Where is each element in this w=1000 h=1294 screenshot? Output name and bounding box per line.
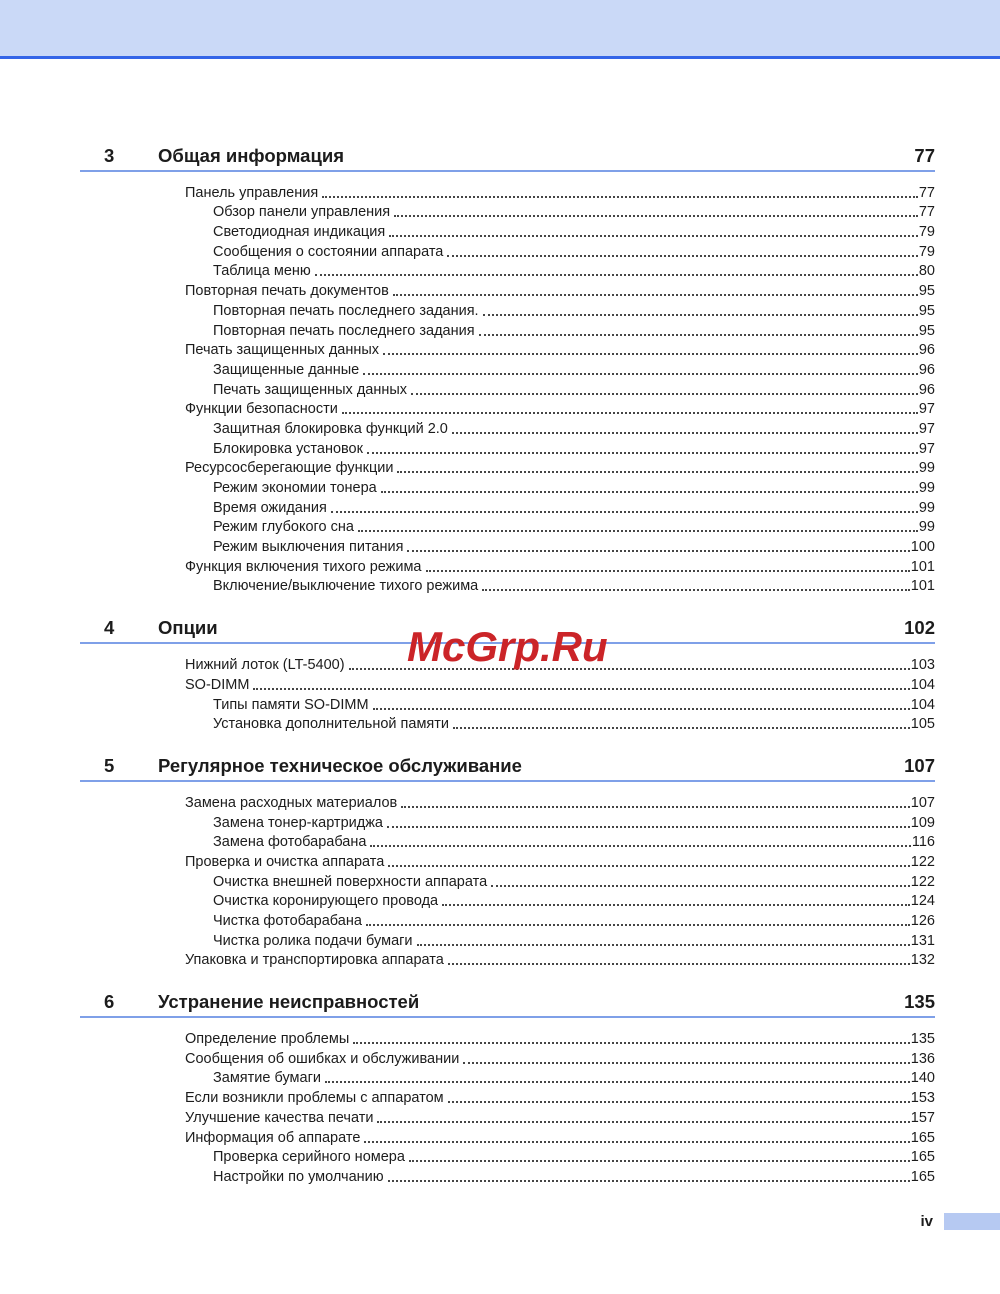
chapter-title: Устранение неисправностей	[158, 991, 420, 1013]
toc-row[interactable]	[80, 181, 935, 201]
toc-row-label: Функция включения тихого режима	[185, 558, 422, 575]
toc-row-label: Информация об аппарате	[185, 1129, 361, 1146]
toc-row[interactable]	[80, 713, 935, 733]
toc-row[interactable]	[80, 870, 935, 890]
toc-row-page: 122	[910, 853, 935, 870]
toc-row-label: Нижний лоток (LT-5400)	[185, 657, 345, 674]
toc-row-page: 116	[911, 834, 935, 851]
toc-row-label: Замятие бумаги	[213, 1070, 321, 1087]
toc-row-label: Типы памяти SO-DIMM	[213, 696, 369, 713]
toc-row-page: 157	[910, 1109, 935, 1126]
chapter-title: Общая информация	[158, 145, 344, 166]
toc-row-page: 104	[910, 676, 935, 693]
dotted-leader	[381, 491, 918, 493]
toc-row[interactable]	[80, 791, 935, 811]
dotted-leader	[409, 1160, 910, 1162]
dotted-leader	[367, 452, 918, 454]
toc-row-label: Очистка коронирующего провода	[213, 893, 439, 910]
toc-row-label: Определение проблемы	[185, 1031, 350, 1048]
toc-row-label: Режим выключения питания	[213, 539, 404, 556]
dotted-leader	[394, 215, 918, 217]
toc-row[interactable]	[80, 378, 935, 398]
toc-row-label: Упаковка и транспортировка аппарата	[185, 952, 444, 969]
dotted-leader	[463, 1062, 910, 1064]
dotted-leader	[358, 530, 918, 532]
chapter-page: 102	[904, 617, 935, 639]
toc-row-page: 95	[918, 322, 935, 339]
toc-row-label: Ресурсосберегающие функции	[185, 460, 394, 477]
toc-row-page: 165	[910, 1168, 935, 1185]
toc-row-label: Повторная печать последнего задания.	[213, 302, 479, 319]
toc-row-page: 132	[910, 952, 935, 969]
toc-row-page: 126	[910, 913, 935, 929]
chapter-page: 107	[904, 755, 935, 777]
dotted-leader	[411, 393, 918, 395]
toc-row[interactable]	[80, 555, 935, 575]
dotted-leader	[388, 1180, 910, 1182]
toc-row-page: 100	[910, 539, 935, 556]
toc-row[interactable]	[80, 831, 935, 851]
toc-row-label: Замена расходных материалов	[185, 794, 398, 811]
dotted-leader	[387, 826, 910, 828]
dotted-leader	[353, 1042, 910, 1044]
dotted-leader	[393, 294, 918, 296]
toc-row-page: 135	[910, 1031, 935, 1048]
toc-row[interactable]	[80, 1106, 935, 1126]
toc-row-page: 140	[910, 1070, 935, 1087]
dotted-leader	[366, 924, 910, 926]
toc-row[interactable]	[80, 240, 935, 260]
chapter-heading[interactable]	[80, 992, 935, 1018]
toc-row[interactable]	[80, 476, 935, 496]
toc-row-page: 95	[918, 283, 935, 300]
dotted-leader	[397, 471, 917, 473]
dotted-leader	[479, 334, 918, 336]
toc-row-page: 99	[918, 519, 935, 536]
toc-row-label: Чистка фотобарабана	[213, 913, 362, 929]
toc-row-page: 104	[910, 696, 935, 713]
dotted-leader	[364, 1141, 909, 1143]
toc-row-label: Время ожидания	[213, 499, 327, 516]
chapter-heading[interactable]	[80, 146, 935, 172]
toc-row-label: Замена фотобарабана	[213, 834, 367, 851]
toc-row-label: Очистка внешней поверхности аппарата	[213, 873, 488, 890]
toc-row[interactable]	[80, 201, 935, 221]
toc-row-label: Чистка ролика подачи бумаги	[213, 932, 413, 949]
toc-row-label: Защитная блокировка функций 2.0	[213, 420, 448, 437]
toc-row[interactable]	[80, 437, 935, 457]
chapter-section	[80, 756, 935, 968]
toc-row-label: SO-DIMM	[185, 676, 250, 693]
toc-row[interactable]	[80, 1146, 935, 1166]
dotted-leader	[389, 235, 918, 237]
toc-row-page: 77	[918, 204, 935, 221]
chapter-section	[80, 146, 935, 594]
toc-row-page: 153	[910, 1090, 935, 1107]
toc-row-page: 107	[910, 794, 935, 811]
toc-row-label: Печать защищенных данных	[213, 381, 408, 398]
toc-row-label: Повторная печать последнего задания	[213, 322, 475, 339]
toc-row-label: Установка дополнительной памяти	[213, 716, 450, 733]
toc-row[interactable]	[80, 339, 935, 359]
dotted-leader	[370, 845, 910, 847]
toc-row-label: Режим экономии тонера	[213, 480, 377, 496]
toc-row-label: Улучшение качества печати	[185, 1109, 374, 1126]
chapter-items	[80, 791, 935, 968]
toc-row-label: Блокировка установок	[213, 440, 363, 457]
toc-row-page: 80	[918, 263, 935, 280]
toc-row-page: 96	[918, 361, 935, 378]
chapter-number: 5	[104, 755, 115, 777]
dotted-leader	[315, 274, 918, 276]
chapter-number: 3	[104, 145, 115, 166]
dotted-leader	[325, 1081, 910, 1083]
toc-row[interactable]	[80, 890, 935, 910]
dotted-leader	[491, 885, 910, 887]
dotted-leader	[253, 688, 909, 690]
footer-accent-box	[944, 1213, 1000, 1230]
chapter-heading[interactable]	[80, 756, 935, 782]
dotted-leader	[482, 589, 910, 591]
dotted-leader	[342, 412, 918, 414]
toc-row[interactable]	[80, 850, 935, 870]
dotted-leader	[483, 314, 918, 316]
toc-row[interactable]	[80, 220, 935, 240]
toc-row-label: Проверка и очистка аппарата	[185, 853, 385, 870]
toc-row-page: 101	[910, 558, 935, 575]
toc-row-label: Если возникли проблемы с аппаратом	[185, 1090, 444, 1107]
dotted-leader	[448, 1101, 910, 1103]
chapter-section	[80, 992, 935, 1185]
toc-row[interactable]	[80, 1047, 935, 1067]
toc-row[interactable]	[80, 673, 935, 693]
toc-row-page: 99	[918, 499, 935, 516]
toc-row-label: Функции безопасности	[185, 401, 338, 418]
toc-row-page: 79	[918, 224, 935, 241]
toc-row-page: 97	[918, 401, 935, 418]
chapter-title: Опции	[158, 617, 218, 639]
toc-row[interactable]	[80, 496, 935, 516]
dotted-leader	[417, 944, 910, 946]
dotted-leader	[363, 373, 918, 375]
toc-row-page: 96	[918, 342, 935, 359]
toc-row-page: 79	[918, 243, 935, 260]
chapter-title: Регулярное техническое обслуживание	[158, 755, 522, 777]
toc-row-label: Замена тонер-картриджа	[213, 814, 383, 831]
footer-page-label: iv	[920, 1213, 933, 1230]
chapter-page: 135	[904, 991, 935, 1013]
dotted-leader	[373, 708, 910, 710]
dotted-leader	[401, 806, 910, 808]
toc-row[interactable]	[80, 358, 935, 378]
dotted-leader	[453, 727, 910, 729]
toc-row-page: 165	[910, 1129, 935, 1146]
toc-row[interactable]	[80, 417, 935, 437]
toc-row[interactable]	[80, 279, 935, 299]
dotted-leader	[426, 570, 910, 572]
toc-row[interactable]	[80, 457, 935, 477]
dotted-leader	[442, 904, 910, 906]
chapter-items	[80, 1027, 935, 1185]
dotted-leader	[407, 550, 909, 552]
toc-row-page: 109	[910, 814, 935, 831]
chapter-number: 6	[104, 991, 115, 1013]
toc-row[interactable]	[80, 693, 935, 713]
toc-row-page: 122	[910, 873, 935, 890]
toc-row-page: 165	[910, 1149, 935, 1166]
toc-row-label: Проверка серийного номера	[213, 1149, 405, 1166]
toc-row[interactable]	[80, 1165, 935, 1185]
toc-row-label: Сообщения о состоянии аппарата	[213, 243, 444, 260]
chapter-items	[80, 181, 935, 594]
toc-row[interactable]	[80, 1067, 935, 1087]
toc-row-page: 124	[910, 893, 935, 910]
toc-row-label: Сообщения об ошибках и обслуживании	[185, 1050, 460, 1067]
toc-row[interactable]	[80, 811, 935, 831]
toc-row-page: 97	[918, 420, 935, 437]
toc-row[interactable]	[80, 1086, 935, 1106]
chapter-number: 4	[104, 617, 115, 639]
watermark: McGrp.Ru	[407, 623, 608, 670]
toc-row[interactable]	[80, 575, 935, 595]
toc-row[interactable]	[80, 299, 935, 319]
header-banner	[0, 0, 1000, 59]
toc-row-label: Обзор панели управления	[213, 204, 391, 221]
toc-row[interactable]	[80, 909, 935, 929]
toc-row[interactable]	[80, 1027, 935, 1047]
dotted-leader	[331, 511, 918, 513]
toc-row-label: Включение/выключение тихого режима	[213, 578, 479, 595]
dotted-leader	[448, 963, 910, 965]
toc-row[interactable]	[80, 949, 935, 969]
toc-row[interactable]	[80, 535, 935, 555]
toc-row-page: 101	[910, 578, 935, 595]
toc-row[interactable]	[80, 398, 935, 418]
dotted-leader	[447, 255, 918, 257]
toc-row[interactable]	[80, 260, 935, 280]
toc-row-label: Настройки по умолчанию	[213, 1168, 384, 1185]
page-number-footer	[920, 1212, 1000, 1231]
dotted-leader	[383, 353, 918, 355]
toc-row-page: 136	[910, 1050, 935, 1067]
toc-row-page: 77	[918, 184, 935, 201]
dotted-leader	[377, 1121, 909, 1123]
toc-row[interactable]	[80, 929, 935, 949]
toc-row-page: 131	[910, 932, 935, 949]
toc-row-page: 99	[918, 460, 935, 477]
toc-row-page: 105	[910, 716, 935, 733]
toc-row-label: Повторная печать документов	[185, 283, 389, 300]
toc-row-page: 99	[918, 480, 935, 496]
toc-row-page: 95	[918, 302, 935, 319]
toc-row-label: Панель управления	[185, 184, 319, 201]
toc-row-label: Режим глубокого сна	[213, 519, 354, 536]
toc-row-page: 96	[918, 381, 935, 398]
toc-row-label: Таблица меню	[213, 263, 311, 280]
chapter-page: 77	[914, 145, 935, 166]
toc-row-label: Печать защищенных данных	[185, 342, 380, 359]
toc-row-label: Светодиодная индикация	[213, 224, 386, 241]
toc-row[interactable]	[80, 319, 935, 339]
dotted-leader	[322, 196, 918, 198]
toc-row[interactable]	[80, 1126, 935, 1146]
toc-row-page: 97	[918, 440, 935, 457]
toc-row-page: 103	[910, 657, 935, 674]
dotted-leader	[388, 865, 909, 867]
toc-row-label: Защищенные данные	[213, 361, 360, 378]
toc-row[interactable]	[80, 516, 935, 536]
dotted-leader	[452, 432, 918, 434]
